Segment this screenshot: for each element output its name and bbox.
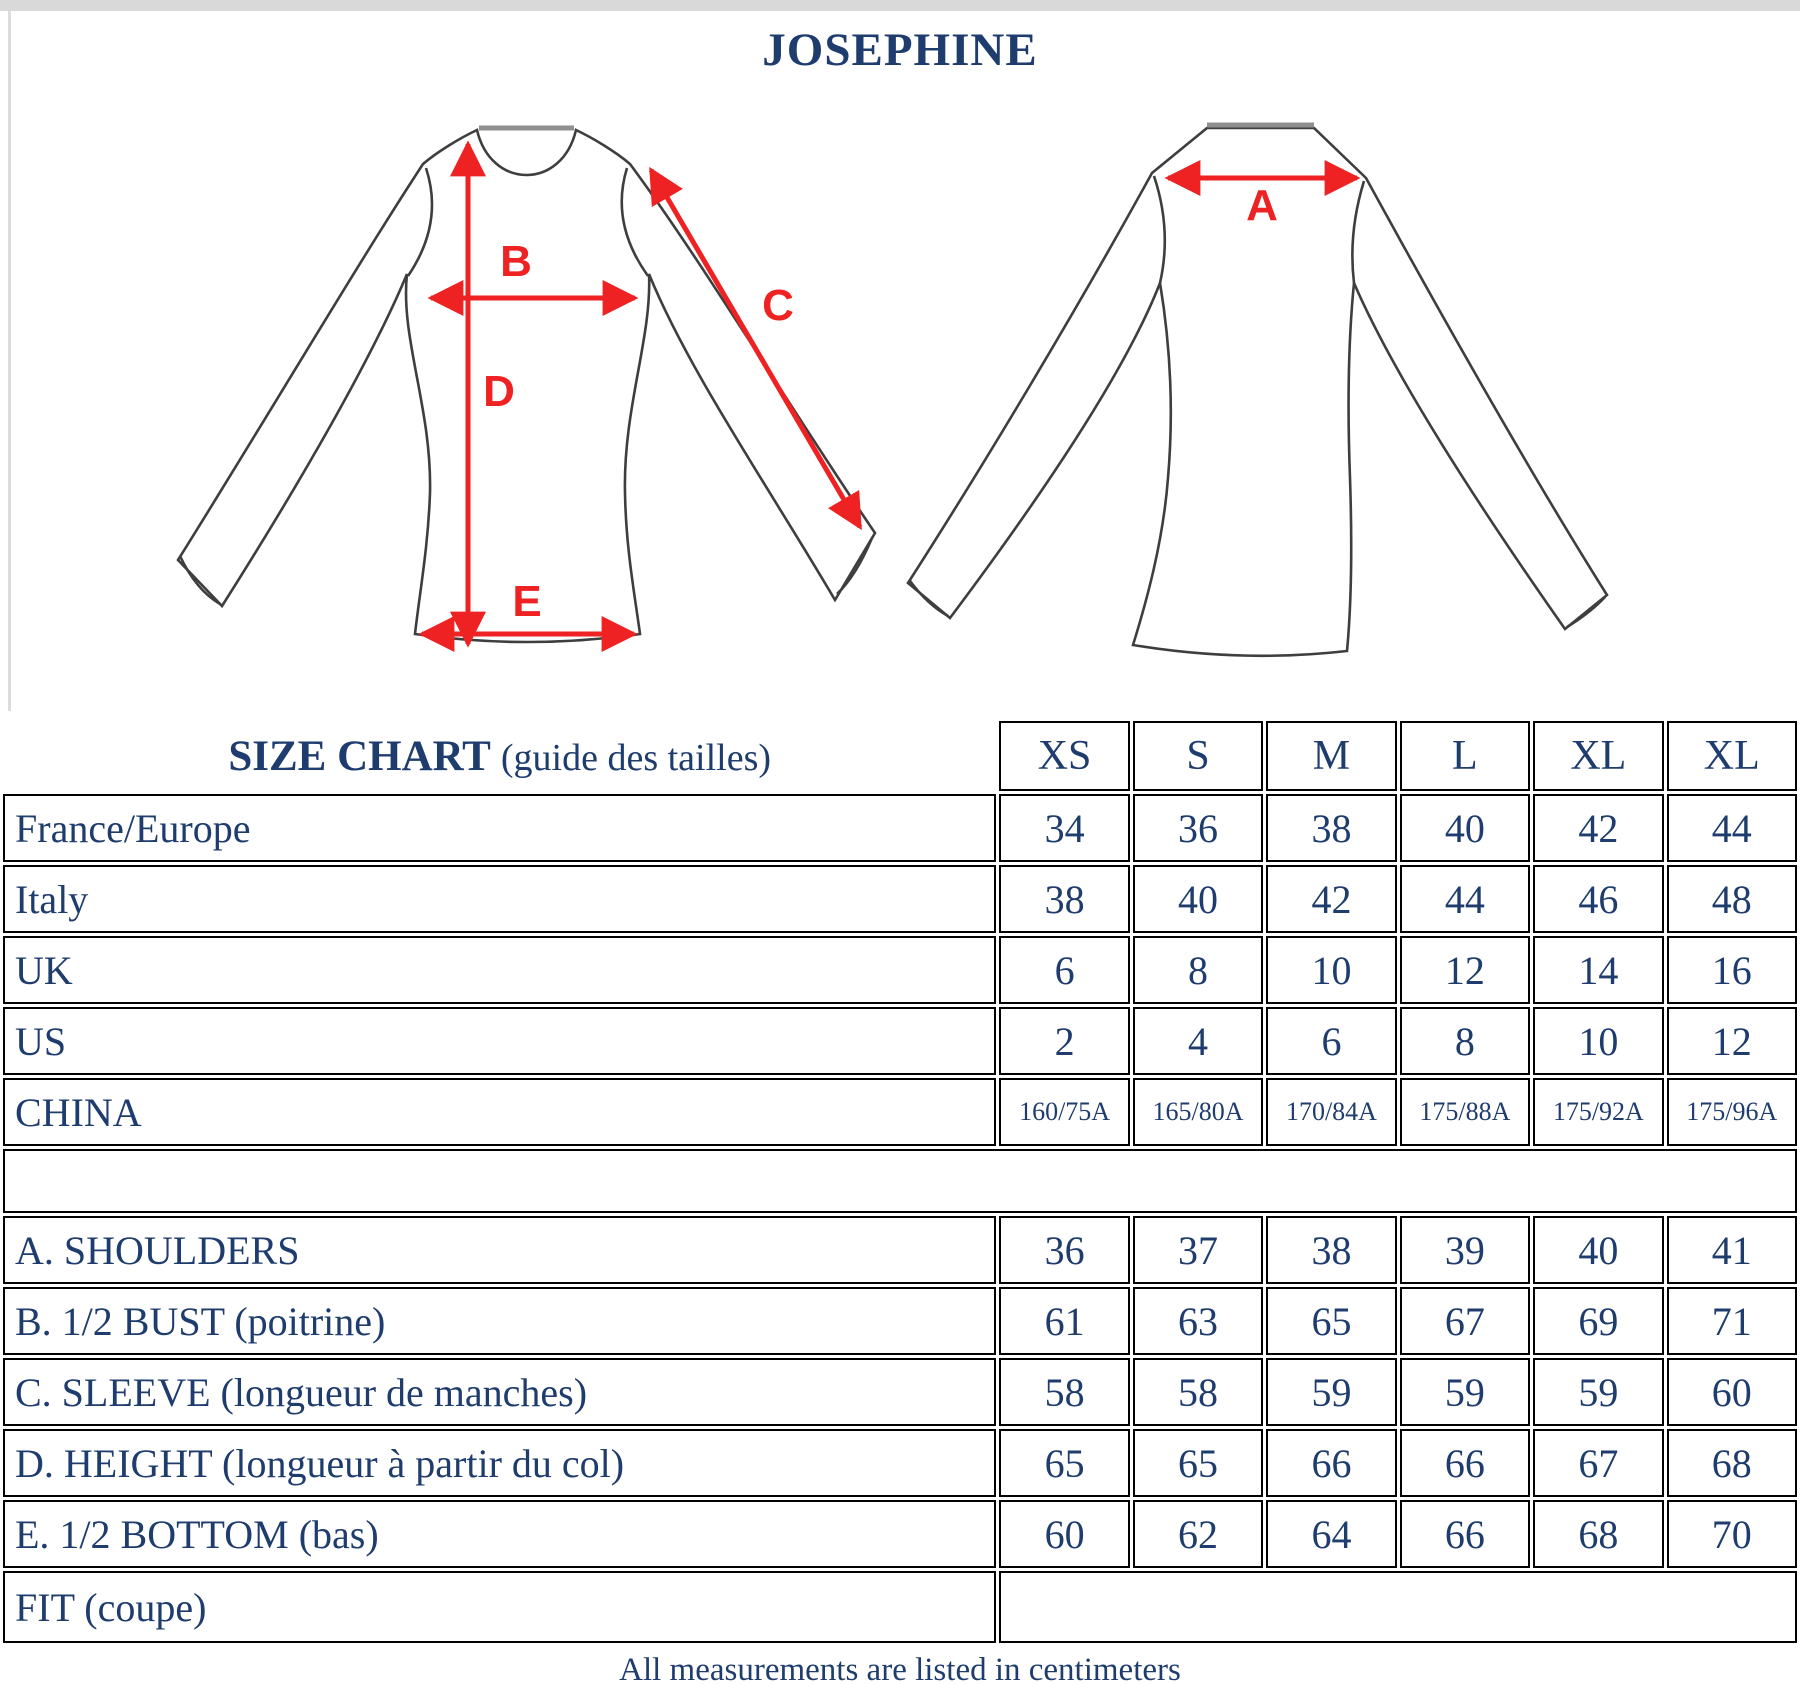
measurements-footnote: All measurements are listed in centimeters bbox=[619, 1652, 1181, 1684]
size-value-cell: 65 bbox=[1266, 1287, 1396, 1355]
table-row bbox=[3, 1078, 1797, 1146]
garment-measurement-diagram bbox=[0, 78, 1800, 678]
size-header-row bbox=[3, 721, 1797, 791]
size-chart-heading bbox=[3, 721, 996, 791]
size-value-cell: 36 bbox=[1133, 794, 1263, 862]
size-chart-subtitle: (guide des tailles) bbox=[500, 736, 772, 779]
size-value-cell: 65 bbox=[1133, 1429, 1263, 1497]
table-row bbox=[3, 1429, 1797, 1497]
size-value-cell: 38 bbox=[1266, 794, 1396, 862]
size-value-cell: 71 bbox=[1667, 1287, 1797, 1355]
size-column-header: XS bbox=[999, 721, 1129, 791]
size-value-cell: 36 bbox=[999, 1216, 1129, 1284]
label-b: B bbox=[500, 237, 532, 286]
size-value-cell: 67 bbox=[1533, 1429, 1663, 1497]
size-value-cell: 14 bbox=[1533, 936, 1663, 1004]
spacer-cell bbox=[3, 1149, 1797, 1213]
size-value-cell: 68 bbox=[1533, 1500, 1663, 1568]
page-edge-line bbox=[8, 11, 11, 711]
size-chart-table bbox=[0, 718, 1800, 1646]
size-value-cell: 69 bbox=[1533, 1287, 1663, 1355]
size-value-cell: 58 bbox=[1133, 1358, 1263, 1426]
size-value-cell: 46 bbox=[1533, 865, 1663, 933]
size-value-cell: 62 bbox=[1133, 1500, 1263, 1568]
size-value-cell: 6 bbox=[999, 936, 1129, 1004]
size-chart-title: SIZE CHART bbox=[228, 732, 491, 780]
row-label: Italy bbox=[3, 865, 996, 933]
table-row bbox=[3, 794, 1797, 862]
size-value-cell: 38 bbox=[1266, 1216, 1396, 1284]
size-value-cell: 66 bbox=[1400, 1500, 1530, 1568]
size-column-header: XL bbox=[1533, 721, 1663, 791]
size-value-cell: 66 bbox=[1266, 1429, 1396, 1497]
table-row bbox=[3, 936, 1797, 1004]
size-value-cell: 48 bbox=[1667, 865, 1797, 933]
size-value-cell: 8 bbox=[1400, 1007, 1530, 1075]
size-value-cell: 39 bbox=[1400, 1216, 1530, 1284]
size-value-cell: 175/96A bbox=[1667, 1078, 1797, 1146]
size-value-cell: 66 bbox=[1400, 1429, 1530, 1497]
size-value-cell: 40 bbox=[1400, 794, 1530, 862]
table-row bbox=[3, 865, 1797, 933]
size-value-cell: 60 bbox=[1667, 1358, 1797, 1426]
size-value-cell: 10 bbox=[1533, 1007, 1663, 1075]
size-value-cell: 64 bbox=[1266, 1500, 1396, 1568]
window-edge-strip bbox=[0, 0, 1800, 11]
size-value-cell: 37 bbox=[1133, 1216, 1263, 1284]
row-label: B. 1/2 BUST (poitrine) bbox=[3, 1287, 996, 1355]
size-value-cell: 38 bbox=[999, 865, 1129, 933]
size-value-cell: 42 bbox=[1533, 794, 1663, 862]
spacer-row bbox=[3, 1149, 1797, 1213]
size-value-cell: 65 bbox=[999, 1429, 1129, 1497]
size-value-cell: 175/92A bbox=[1533, 1078, 1663, 1146]
size-column-header: L bbox=[1400, 721, 1530, 791]
row-label: A. SHOULDERS bbox=[3, 1216, 996, 1284]
row-label: FIT (coupe) bbox=[3, 1571, 996, 1643]
size-value-cell: 40 bbox=[1533, 1216, 1663, 1284]
row-label: US bbox=[3, 1007, 996, 1075]
size-value-cell: 63 bbox=[1133, 1287, 1263, 1355]
table-row bbox=[3, 1358, 1797, 1426]
size-value-cell: 70 bbox=[1667, 1500, 1797, 1568]
size-value-cell: 165/80A bbox=[1133, 1078, 1263, 1146]
size-value-cell: 170/84A bbox=[1266, 1078, 1396, 1146]
size-value-cell: 41 bbox=[1667, 1216, 1797, 1284]
size-value-cell: 10 bbox=[1266, 936, 1396, 1004]
front-garment-outline bbox=[178, 130, 875, 642]
size-value-cell: 60 bbox=[999, 1500, 1129, 1568]
label-d: D bbox=[483, 367, 515, 416]
arrow-c-sleeve bbox=[651, 170, 860, 527]
row-label: E. 1/2 BOTTOM (bas) bbox=[3, 1500, 996, 1568]
size-value-cell: 59 bbox=[1400, 1358, 1530, 1426]
fit-value-cell bbox=[999, 1571, 1797, 1643]
page-title: JOSEPHINE bbox=[762, 24, 1038, 76]
row-label: France/Europe bbox=[3, 794, 996, 862]
size-column-header: M bbox=[1266, 721, 1396, 791]
size-value-cell: 58 bbox=[999, 1358, 1129, 1426]
size-value-cell: 12 bbox=[1667, 1007, 1797, 1075]
size-value-cell: 34 bbox=[999, 794, 1129, 862]
label-e: E bbox=[512, 577, 542, 626]
size-value-cell: 42 bbox=[1266, 865, 1396, 933]
size-value-cell: 59 bbox=[1533, 1358, 1663, 1426]
size-value-cell: 8 bbox=[1133, 936, 1263, 1004]
table-row bbox=[3, 1216, 1797, 1284]
size-value-cell: 4 bbox=[1133, 1007, 1263, 1075]
garment-front-view bbox=[178, 128, 875, 642]
size-column-header: XL bbox=[1667, 721, 1797, 791]
size-value-cell: 6 bbox=[1266, 1007, 1396, 1075]
label-c: C bbox=[762, 281, 794, 330]
label-a: A bbox=[1246, 181, 1278, 230]
row-label: CHINA bbox=[3, 1078, 996, 1146]
fit-row bbox=[3, 1571, 1797, 1643]
size-value-cell: 12 bbox=[1400, 936, 1530, 1004]
size-value-cell: 160/75A bbox=[999, 1078, 1129, 1146]
size-value-cell: 68 bbox=[1667, 1429, 1797, 1497]
size-value-cell: 61 bbox=[999, 1287, 1129, 1355]
table-row bbox=[3, 1500, 1797, 1568]
row-label: UK bbox=[3, 936, 996, 1004]
size-value-cell: 44 bbox=[1667, 794, 1797, 862]
table-row bbox=[3, 1287, 1797, 1355]
row-label: C. SLEEVE (longueur de manches) bbox=[3, 1358, 996, 1426]
table-row bbox=[3, 1007, 1797, 1075]
size-value-cell: 16 bbox=[1667, 936, 1797, 1004]
size-value-cell: 59 bbox=[1266, 1358, 1396, 1426]
size-value-cell: 44 bbox=[1400, 865, 1530, 933]
size-value-cell: 2 bbox=[999, 1007, 1129, 1075]
size-value-cell: 40 bbox=[1133, 865, 1263, 933]
size-value-cell: 67 bbox=[1400, 1287, 1530, 1355]
size-value-cell: 175/88A bbox=[1400, 1078, 1530, 1146]
row-label: D. HEIGHT (longueur à partir du col) bbox=[3, 1429, 996, 1497]
size-column-header: S bbox=[1133, 721, 1263, 791]
